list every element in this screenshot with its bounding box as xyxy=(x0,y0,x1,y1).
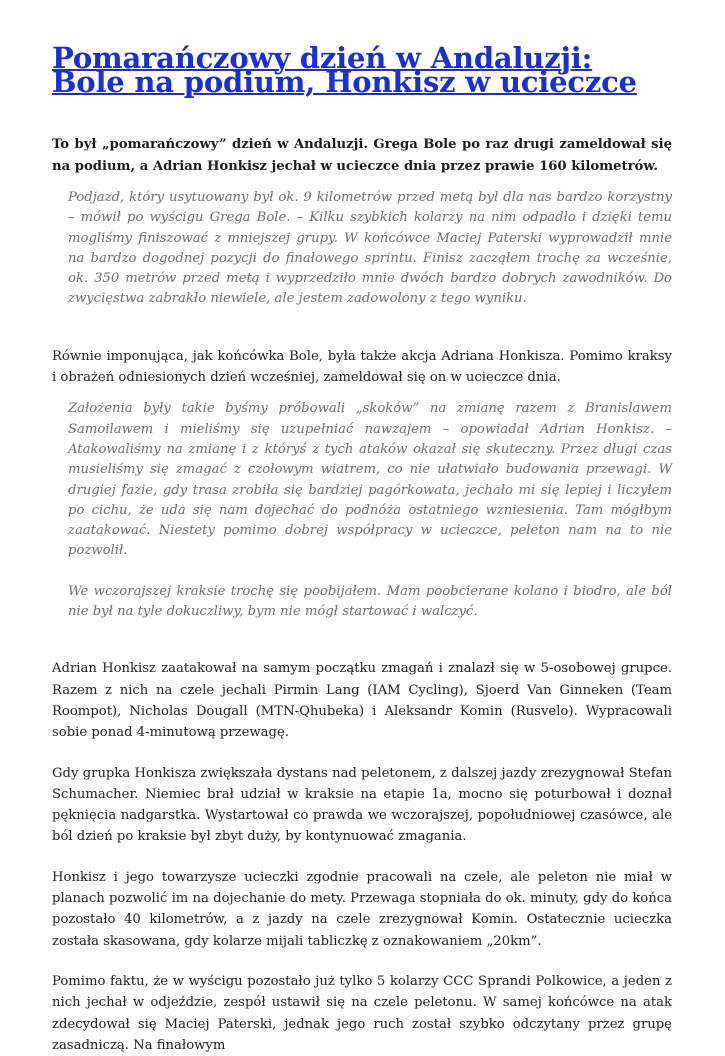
paragraph-honkisz-intro: Równie imponująca, jak końcówka Bole, była także akcja Adriana Honkisza. Pomimo kraksy i obrażeń odniesionych dzień wcześniej, zameldował się on w ucieczce dnia. xyxy=(52,348,672,386)
paragraph-finale: Pomimo faktu, że w wyścigu pozostało już tylko 5 kolarzy CCC Sprandi Polkowice, a jeden z nich jechał w odjeździe, zespół ustawił się na czele peletonu. W samej końcówce na atak zdecydował się Maciej Paterski, jednak jego ruch został szybko odczytany przez grupę zasadniczą. Na finałowym xyxy=(52,973,672,1053)
quote-bole xyxy=(68,188,672,310)
quote-bole-text: Podjazd, który usytuowany był ok. 9 kilometrów przed metą był dla nas bardzo korzystny – mówił po wyścigu Grega Bole. – Kilku szybkich kolarzy na nim odpadło i dzięki temu mogliśmy finiszować z mniejszej grupy. W końcówce Maciej Paterski wyprowadził mnie na bardzo dogodnej pozycji do finałowego sprintu. Finisz zacząłem trochę za wcześnie, ok. 350 metrów przed metą i wyprzedziło mnie dwóch bardzo dobrych zawodników. Do zwycięstwa zabrakło niewiele, ale jestem zadowolony z tego wyniku. xyxy=(68,190,672,307)
paragraph-breakaway: Adrian Honkisz zaatakował na samym początku zmagań i znalazł się w 5-osobowej grupce. Razem z nich na czele jechali Pirmin Lang (IAM Cycling), Sjoerd Van Ginneken (Team Roompot), Nicholas Dougall (MTN-Qhubeka) i Aleksandr Komin (Rusvelo). Wypracowali sobie ponad 4-minutową przewagę. xyxy=(52,661,672,741)
article-title-link[interactable]: Pomarańczowy dzień w Andaluzji: Bole na podium, Honkisz w ucieczce xyxy=(52,41,637,99)
article xyxy=(52,41,672,1056)
quote-honkisz xyxy=(68,399,672,622)
paragraph-chase: Honkisz i jego towarzysze ucieczki zgodnie pracowali na czele, ale peleton nie miał w planach pozwolić im na dojechanie do mety. Przewaga stopniała do ok. minuty, gdy do końca pozostało 40 kilometrów, a z jazdy na czele zrezygnował Komin. Ostatecznie ucieczka została skasowana, gdy kolarze mijali tabliczkę z oznakowaniem „20km”. xyxy=(52,869,672,949)
quote-honkisz-text: Założenia były takie byśmy próbowali „skoków” na zmianę razem z Branislawem Samoilawem i mieliśmy się uzupełniać nawzajem – opowiadał Adrian Honkisz. – Atakowaliśmy na zmianę i z któryś z tych ataków okazał się skuteczny. Przez długi czas musieliśmy się zmagać z czołowym wiatrem, co nie ułatwiało budowania przewagi. W drugiej fazie, gdy trasa zrobiła się bardziej pagórkowata, jechało mi się lepiej i liczyłem po cichu, że uda się nam dojechać do podnóża ostatniego wzniesienia. Tam mógłbym zaatakować. Niestety pomimo dobrej współpracy w ucieczce, peleton nam na to nie pozwolił. xyxy=(68,401,672,559)
article-lead: To był „pomarańczowy” dzień w Andaluzji. Grega Bole po raz drugi zameldował się na podium, a Adrian Honkisz jechał w ucieczce dnia przez prawie 160 kilometrów. xyxy=(52,137,672,174)
paragraph-schumacher: Gdy grupka Honkisza zwiększała dystans nad peletonem, z dalszej jazdy zrezygnował Stefan Schumacher. Niemiec brał udział w kraksie na etapie 1a, mocno się poturbował i doznał pęknięcia nadgarstka. Wystartował co prawda we wczorajszej, popołudniowej czasówce, ale ból dzień po kraksie był zbyt duży, by kontynuować zmagania. xyxy=(52,765,672,845)
article-title[interactable] xyxy=(52,41,672,99)
quote-honkisz-injury: We wczorajszej kraksie trochę się poobijałem. Mam poobcierane kolano i biodro, ale ból nie był na tyle dokuczliwy, bym nie mógł startować i walczyć. xyxy=(68,583,672,620)
